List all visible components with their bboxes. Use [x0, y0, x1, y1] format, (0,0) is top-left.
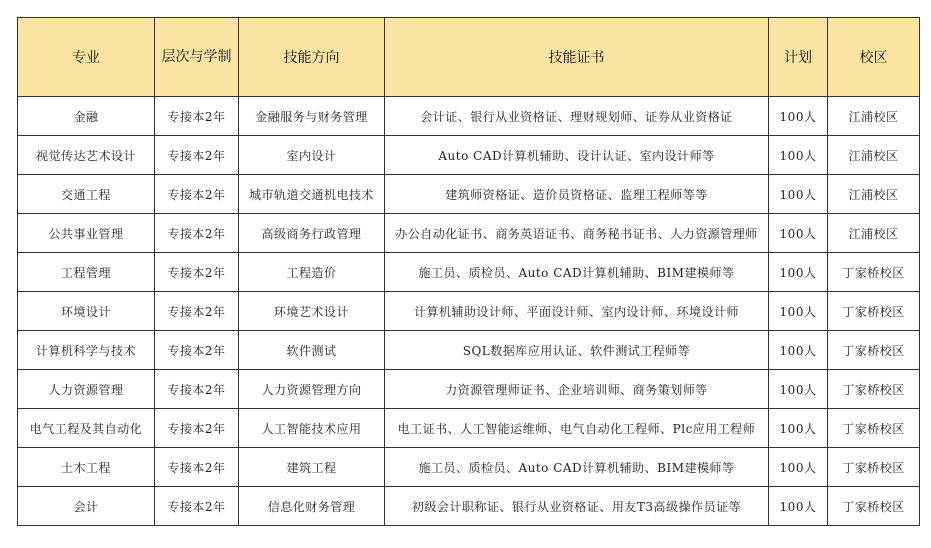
- table-row: [18, 253, 920, 292]
- cell-certificates: 初级会计职称证、银行从业资格证、用友T3高级操作员证等: [385, 487, 769, 526]
- cell-certificates: 施工员、质检员、Auto CAD计算机辅助、BIM建模师等: [385, 253, 769, 292]
- cell-level-duration: 专接本2年: [155, 331, 239, 370]
- cell-skill-direction: 金融服务与财务管理: [239, 97, 385, 136]
- cell-certificates: 计算机辅助设计师、平面设计师、室内设计师、环境设计师: [385, 292, 769, 331]
- cell-plan: 100人: [769, 370, 828, 409]
- cell-major: 交通工程: [18, 175, 155, 214]
- cell-major: 视觉传达艺术设计: [18, 136, 155, 175]
- cell-major: 公共事业管理: [18, 214, 155, 253]
- cell-plan: 100人: [769, 448, 828, 487]
- cell-skill-direction: 城市轨道交通机电技术: [239, 175, 385, 214]
- cell-major: 工程管理: [18, 253, 155, 292]
- cell-certificates: 力资源管理师证书、企业培训师、商务策划师等: [385, 370, 769, 409]
- table-row: [18, 214, 920, 253]
- program-table: [17, 17, 920, 526]
- cell-certificates: 施工员、质检员、Auto CAD计算机辅助、BIM建模师等: [385, 448, 769, 487]
- cell-plan: 100人: [769, 214, 828, 253]
- cell-certificates: SQL数据库应用认证、软件测试工程师等: [385, 331, 769, 370]
- cell-major: 人力资源管理: [18, 370, 155, 409]
- cell-skill-direction: 建筑工程: [239, 448, 385, 487]
- header-row: [18, 18, 920, 97]
- cell-campus: 江浦校区: [828, 214, 920, 253]
- cell-major: 金融: [18, 97, 155, 136]
- cell-campus: 丁家桥校区: [828, 331, 920, 370]
- cell-skill-direction: 环境艺术设计: [239, 292, 385, 331]
- cell-plan: 100人: [769, 175, 828, 214]
- table-row: [18, 136, 920, 175]
- table-row: [18, 409, 920, 448]
- cell-plan: 100人: [769, 409, 828, 448]
- cell-level-duration: 专接本2年: [155, 448, 239, 487]
- table-row: [18, 370, 920, 409]
- cell-skill-direction: 室内设计: [239, 136, 385, 175]
- cell-level-duration: 专接本2年: [155, 214, 239, 253]
- cell-level-duration: 专接本2年: [155, 97, 239, 136]
- cell-campus: 丁家桥校区: [828, 253, 920, 292]
- cell-major: 会计: [18, 487, 155, 526]
- cell-level-duration: 专接本2年: [155, 292, 239, 331]
- cell-certificates: 建筑师资格证、造价员资格证、监理工程师等等: [385, 175, 769, 214]
- table-row: [18, 448, 920, 487]
- cell-campus: 江浦校区: [828, 136, 920, 175]
- cell-campus: 江浦校区: [828, 175, 920, 214]
- cell-certificates: 办公自动化证书、商务英语证书、商务秘书证书、人力资源管理师: [385, 214, 769, 253]
- cell-plan: 100人: [769, 331, 828, 370]
- header-campus: 校区: [828, 18, 920, 97]
- cell-skill-direction: 工程造价: [239, 253, 385, 292]
- table-row: [18, 292, 920, 331]
- cell-skill-direction: 软件测试: [239, 331, 385, 370]
- cell-major: 计算机科学与技术: [18, 331, 155, 370]
- table-body: [18, 97, 920, 526]
- cell-campus: 丁家桥校区: [828, 448, 920, 487]
- cell-plan: 100人: [769, 487, 828, 526]
- header-major: 专业: [18, 18, 155, 97]
- cell-campus: 丁家桥校区: [828, 292, 920, 331]
- cell-level-duration: 专接本2年: [155, 253, 239, 292]
- header-certificates: 技能证书: [385, 18, 769, 97]
- table-row: [18, 331, 920, 370]
- cell-plan: 100人: [769, 292, 828, 331]
- cell-campus: 江浦校区: [828, 97, 920, 136]
- cell-plan: 100人: [769, 136, 828, 175]
- cell-level-duration: 专接本2年: [155, 409, 239, 448]
- cell-skill-direction: 高级商务行政管理: [239, 214, 385, 253]
- cell-major: 电气工程及其自动化: [18, 409, 155, 448]
- cell-campus: 丁家桥校区: [828, 409, 920, 448]
- cell-skill-direction: 信息化财务管理: [239, 487, 385, 526]
- cell-skill-direction: 人工智能技术应用: [239, 409, 385, 448]
- cell-level-duration: 专接本2年: [155, 175, 239, 214]
- table-row: [18, 175, 920, 214]
- cell-certificates: Auto CAD计算机辅助、设计认证、室内设计师等: [385, 136, 769, 175]
- cell-plan: 100人: [769, 97, 828, 136]
- cell-major: 土木工程: [18, 448, 155, 487]
- table-row: [18, 487, 920, 526]
- cell-campus: 丁家桥校区: [828, 487, 920, 526]
- cell-plan: 100人: [769, 253, 828, 292]
- cell-level-duration: 专接本2年: [155, 370, 239, 409]
- table-row: [18, 97, 920, 136]
- header-plan: 计划: [769, 18, 828, 97]
- header-skill-direction: 技能方向: [239, 18, 385, 97]
- cell-major: 环境设计: [18, 292, 155, 331]
- cell-skill-direction: 人力资源管理方向: [239, 370, 385, 409]
- cell-certificates: 电工证书、人工智能运维师、电气自动化工程师、Plc应用工程师: [385, 409, 769, 448]
- header-level-duration: 层次与学制: [155, 18, 239, 97]
- cell-campus: 丁家桥校区: [828, 370, 920, 409]
- cell-certificates: 会计证、银行从业资格证、理财规划师、证券从业资格证: [385, 97, 769, 136]
- cell-level-duration: 专接本2年: [155, 487, 239, 526]
- cell-level-duration: 专接本2年: [155, 136, 239, 175]
- table-header: [18, 18, 920, 97]
